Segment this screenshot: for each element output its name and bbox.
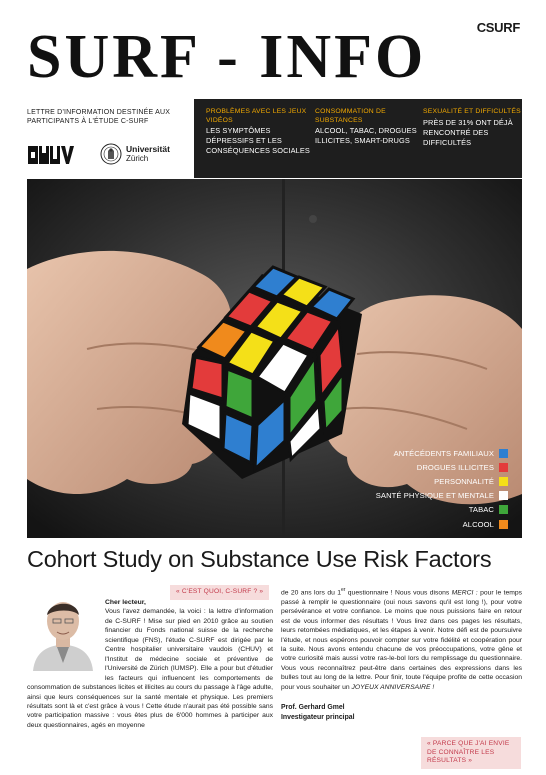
portrait-spacer	[27, 598, 105, 680]
letter-greeting: Cher lecteur,	[105, 599, 146, 606]
legend-label: DROGUES ILLICITES	[416, 462, 494, 472]
legend-item	[376, 489, 508, 503]
chuv-logo	[27, 143, 75, 167]
legend-label: TABAC	[468, 505, 494, 515]
topic-substances[interactable]	[315, 108, 419, 146]
letter-text: de 20 ans lors du 1	[281, 589, 341, 597]
letter-text: questionnaire ! Nous vous disons	[345, 589, 452, 597]
cover-photo	[27, 179, 522, 538]
topic-kicker: SEXUALITÉ ET DIFFICULTÉS	[423, 108, 521, 115]
speech-bubble-results: « PARCE QUE J'AI ENVIE DE CONNAÎTRE LES RÉSULTATS »	[421, 737, 521, 769]
signature	[281, 703, 522, 723]
legend-label: ALCOOL	[462, 519, 494, 529]
topics-banner	[194, 99, 522, 178]
superscript: er	[340, 587, 346, 593]
legend-label: ANTÉCÉDENTS FAMILIAUX	[393, 448, 494, 458]
legend-item	[376, 503, 508, 517]
partner-logos	[27, 141, 192, 171]
topic-kicker: CONSOMMATION DE SUBSTANCES	[315, 108, 386, 124]
uzh-seal-icon	[100, 141, 122, 167]
topic-text: LES SYMPTÔMES DÉPRESSIFS ET LES CONSÉQUENCES SOCIALES	[206, 126, 310, 155]
letter-merci: MERCI :	[451, 589, 478, 597]
letter-anniversary: JOYEUX ANNIVERSAIRE !	[351, 683, 435, 691]
legend-swatch	[499, 477, 508, 486]
intro-text: LETTRE D'INFORMATION DESTINÉE AUX PARTICIPANTS À L'ÉTUDE C-SURF	[27, 109, 171, 125]
legend-item	[376, 474, 508, 488]
topic-kicker: PROBLÈMES AVEC LES JEUX VIDÉOS	[206, 108, 307, 124]
legend-item	[376, 446, 508, 460]
topic-text: PRÈS DE 31% ONT DÉJÀ RENCONTRÉ DES DIFFICULTÉS	[423, 117, 513, 147]
legend-swatch	[499, 491, 508, 500]
signature-role: Investigateur principal	[281, 714, 355, 722]
legend-swatch	[499, 463, 508, 472]
uzh-city: Zürich	[126, 154, 149, 163]
speech-bubble-what: « C'EST QUOI, C-SURF ? »	[170, 585, 269, 600]
legend-swatch	[499, 505, 508, 514]
legend-item	[376, 460, 508, 474]
letter-column-left	[27, 598, 273, 730]
topic-video-games[interactable]	[206, 108, 310, 156]
legend-label: SANTÉ PHYSIQUE ET MENTALE	[375, 491, 494, 501]
csurf-brand-logo: CSURF	[476, 20, 520, 35]
topic-sexuality[interactable]	[423, 108, 527, 148]
legend-swatch	[499, 520, 508, 529]
letter-body-left: Vous l'avez demandée, la voici : la lettre d'information de C-SURF ! Mise sur pied en 2010 grâce au soutien financier du Fonds national suisse de la recherche scientifique (FNS), l'étude C-SURF est dirigée par le Centre hospitalier universitaire vaudois (CHUV) et l'Institut de médecine sociale et préventive de l'Université de Zürich (IUMSP). Elle a pour but d'étudier les facteurs qui influencent les comportements de consommation de substances licites et illicites au cours du passage à l'âge adulte, ainsi que leurs conséquences sur la santé mentale et physique. Les premiers résultats sont là et c'est grâce à vous ! Cette étude n'aurait pas été possible sans votre participation massive : vous êtes plus de 6'000 hommes à participer aux deux questionnaires, agés en moyenne	[27, 608, 273, 729]
cube-legend	[376, 446, 508, 531]
letter-text: pour le temps passé à remplir le questionnaire (oui nous savons qu'il est long !), pour votre persévérance et votre confiance. Le moins que nous puissions faire en retour est de vous informer des résultats ! Vous lirez dans ces pages les résultats, leurs retombées médiatiques, et les étapes à venir. Notre défi est de poursuivre l'étude, et nous espérons pouvoir compter sur votre fidélité et coopération pour la suite. Nous avons entendu chacune de vos préoccupations, votre gêne et votre curiosité mais aussi votre ras-le-bol lors du remplissage du questionnaire. Vous vous reconnaîtrez peut-être dans certaines des expressions dans les bulles tout au long de la lettre. Pour finir, toute l'équipe profite de cette occasion pour vous souhaiter un	[281, 589, 522, 691]
article-headline: Cohort Study on Substance Use Risk Factors	[27, 546, 492, 572]
letter-body-right	[281, 586, 522, 692]
legend-item	[376, 517, 508, 531]
legend-label: PERSONNALITÉ	[434, 476, 494, 486]
letter-column-right	[281, 586, 522, 723]
masthead-title: SURF - INFO	[27, 23, 427, 91]
uzh-name: Universität	[126, 144, 170, 154]
legend-swatch	[499, 449, 508, 458]
signature-name: Prof. Gerhard Gmel	[281, 704, 345, 712]
uzh-logo	[100, 141, 190, 169]
topic-text: ALCOOL, TABAC, DROGUES ILLICITES, SMART-DRUGS	[315, 126, 417, 145]
